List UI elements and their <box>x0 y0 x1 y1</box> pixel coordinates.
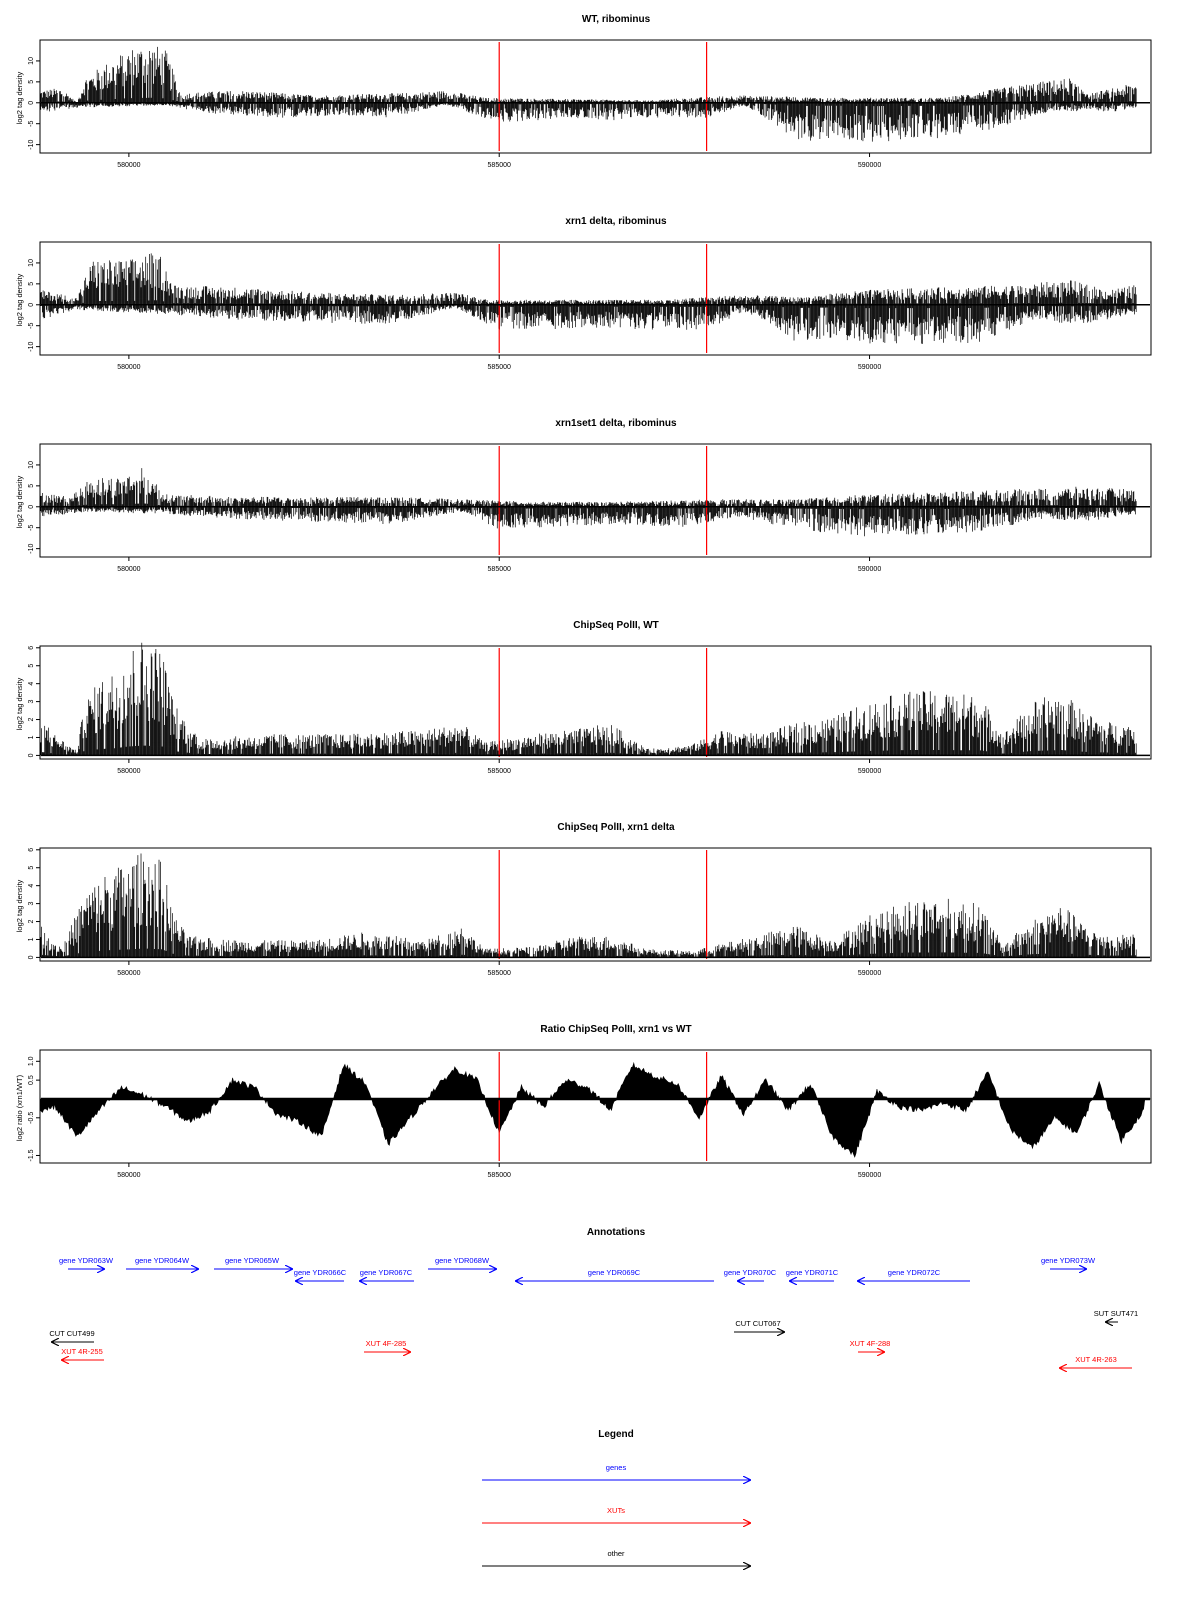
bars-forward <box>40 253 1136 304</box>
x-tick-label: 585000 <box>487 364 511 371</box>
x-tick-label: 585000 <box>487 1172 511 1179</box>
legend-item-xuts <box>482 1506 750 1523</box>
y-tick-label: 0 <box>28 100 35 105</box>
bars <box>40 468 1136 536</box>
x-ticks <box>117 961 881 977</box>
y-tick-label: 6 <box>28 645 35 650</box>
bars-reverse <box>40 507 1136 536</box>
y-tick-label: 5 <box>28 483 35 488</box>
x-ticks <box>117 1163 881 1179</box>
other-label: CUT CUT499 <box>49 1329 95 1338</box>
track-title: ChipSeq PolII, xrn1 delta <box>557 822 675 833</box>
gene-label: gene YDR070C <box>723 1268 777 1277</box>
track-title: xrn1set1 delta, ribominus <box>555 418 677 429</box>
y-tick-label: 6 <box>28 847 35 852</box>
y-ticks <box>28 646 40 758</box>
region-lines <box>499 244 706 353</box>
plot-frame <box>40 40 1151 153</box>
gene-label: gene YDR068W <box>434 1256 490 1265</box>
x-ticks <box>117 759 881 775</box>
gene-ydr064w <box>126 1256 198 1269</box>
gene-ydr073w <box>1041 1256 1096 1269</box>
track-xrn1-ribominus <box>15 216 1151 371</box>
y-tick-label: -5 <box>28 120 35 127</box>
xut-4f-288 <box>850 1339 891 1352</box>
y-tick-label: -10 <box>28 139 35 150</box>
gene-label: gene YDR063W <box>58 1256 114 1265</box>
x-tick-label: 585000 <box>487 162 511 169</box>
legend-label: other <box>607 1549 625 1558</box>
gene-ydr071c <box>786 1268 839 1281</box>
track-ratio-chipseq <box>15 1024 1151 1179</box>
bars <box>40 253 1136 344</box>
track-title: ChipSeq PolII, WT <box>573 620 659 631</box>
region-lines <box>499 850 706 959</box>
gene-label: gene YDR069C <box>587 1268 641 1277</box>
y-ticks <box>28 848 40 960</box>
track-xrn1set1-ribominus <box>15 418 1151 573</box>
x-tick-label: 590000 <box>857 768 882 775</box>
gene-ydr066c <box>294 1268 347 1281</box>
y-ticks <box>28 259 40 352</box>
bars-reverse <box>40 305 1136 344</box>
gene-ydr063w <box>59 1256 114 1269</box>
bars-forward <box>40 643 1136 756</box>
xut-label: XUT 4F-288 <box>849 1339 891 1348</box>
legend-item-other <box>482 1549 750 1566</box>
x-tick-label: 590000 <box>857 1172 882 1179</box>
other-cut499 <box>49 1329 94 1342</box>
track-title: Ratio ChipSeq PolII, xrn1 vs WT <box>540 1024 692 1035</box>
x-tick-label: 590000 <box>857 970 882 977</box>
bars <box>40 643 1136 756</box>
y-tick-label: 0 <box>28 302 35 307</box>
gene-label: gene YDR073W <box>1040 1256 1096 1265</box>
y-tick-label: 5 <box>28 865 35 870</box>
gene-ydr069c <box>516 1268 714 1281</box>
bars-forward <box>40 468 1136 507</box>
y-tick-label: 3 <box>28 699 35 704</box>
bars <box>40 1063 1151 1157</box>
y-tick-label: 10 <box>28 57 35 65</box>
y-tick-label: 2 <box>28 717 35 722</box>
y-axis-label: log2 tag density <box>15 879 24 933</box>
y-tick-label: -5 <box>28 322 35 329</box>
other-label: SUT SUT471 <box>1093 1309 1139 1318</box>
gene-label: gene YDR066C <box>293 1268 347 1277</box>
region-lines <box>499 446 706 555</box>
x-tick-label: 580000 <box>117 970 141 977</box>
y-tick-label: 1 <box>28 937 35 942</box>
region-lines <box>499 1052 706 1161</box>
annotations-panel <box>49 1227 1138 1368</box>
y-tick-label: 10 <box>28 461 35 469</box>
y-tick-label: -1.5 <box>28 1149 35 1162</box>
xut-4r-255 <box>61 1347 104 1360</box>
y-tick-label: 5 <box>28 663 35 668</box>
gene-label: gene YDR065W <box>224 1256 280 1265</box>
gene-ydr072c <box>858 1268 970 1281</box>
y-axis-label: log2 tag density <box>15 273 24 327</box>
bars <box>40 853 1136 957</box>
legend-panel <box>482 1429 750 1566</box>
y-axis-label: log2 tag density <box>15 677 24 731</box>
gene-label: gene YDR067C <box>359 1268 413 1277</box>
y-tick-label: 2 <box>28 919 35 924</box>
y-tick-label: 4 <box>28 883 35 888</box>
x-ticks <box>117 557 881 573</box>
other-label: CUT CUT067 <box>735 1319 781 1328</box>
y-tick-label: 0 <box>28 955 35 960</box>
gene-label: gene YDR064W <box>134 1256 190 1265</box>
other-cut067 <box>734 1319 784 1332</box>
gene-ydr068w <box>428 1256 496 1269</box>
y-tick-label: 1.0 <box>28 1056 35 1067</box>
legend-item-genes <box>482 1463 750 1480</box>
y-axis-label: log2 tag density <box>15 475 24 529</box>
y-tick-label: -5 <box>28 524 35 531</box>
x-tick-label: 590000 <box>857 566 882 573</box>
region-lines <box>499 42 706 151</box>
x-ticks <box>117 355 881 371</box>
y-ticks <box>28 1056 40 1161</box>
xut-label: XUT 4F-285 <box>365 1339 407 1348</box>
track-title: WT, ribominus <box>581 14 651 25</box>
gene-label: gene YDR071C <box>785 1268 839 1277</box>
y-axis-label: log2 ratio (xrn1/WT) <box>15 1074 24 1142</box>
bars-forward <box>40 47 1136 103</box>
xut-4r-263 <box>1060 1355 1132 1368</box>
x-tick-label: 580000 <box>117 566 141 573</box>
gene-ydr067c <box>360 1268 414 1281</box>
other-sut471 <box>1094 1309 1138 1322</box>
x-tick-label: 590000 <box>857 364 882 371</box>
gene-ydr065w <box>214 1256 292 1269</box>
bars <box>40 47 1136 142</box>
y-tick-label: 10 <box>28 259 35 267</box>
y-ticks <box>28 461 40 554</box>
x-tick-label: 580000 <box>117 364 141 371</box>
gene-ydr070c <box>724 1268 777 1281</box>
x-tick-label: 585000 <box>487 566 511 573</box>
legend-label: genes <box>605 1463 627 1472</box>
legend-label: XUTs <box>607 1506 625 1515</box>
x-ticks <box>117 153 881 169</box>
x-tick-label: 580000 <box>117 162 141 169</box>
x-tick-label: 580000 <box>117 768 141 775</box>
y-tick-label: -0.5 <box>28 1111 35 1124</box>
ratio-area <box>40 1063 1151 1157</box>
track-chipseq-polii-wt <box>15 620 1151 775</box>
x-tick-label: 585000 <box>487 768 511 775</box>
annotations-title: Annotations <box>586 1227 646 1238</box>
y-tick-label: 3 <box>28 901 35 906</box>
gene-label: gene YDR072C <box>887 1268 941 1277</box>
y-tick-label: 4 <box>28 681 35 686</box>
legend-title: Legend <box>598 1429 634 1440</box>
track-wt-ribominus <box>15 14 1151 169</box>
y-tick-label: 0 <box>28 504 35 509</box>
xut-label: XUT 4R-263 <box>1075 1355 1117 1364</box>
y-tick-label: 5 <box>28 79 35 84</box>
x-tick-label: 585000 <box>487 970 511 977</box>
plot-frame <box>40 848 1151 961</box>
xut-label: XUT 4R-255 <box>61 1347 103 1356</box>
y-tick-label: 5 <box>28 281 35 286</box>
track-title: xrn1 delta, ribominus <box>565 216 667 227</box>
x-tick-label: 590000 <box>857 162 882 169</box>
track-chipseq-polii-xrn1 <box>15 822 1151 977</box>
bars-forward <box>40 853 1136 957</box>
x-tick-label: 580000 <box>117 1172 141 1179</box>
y-tick-label: 0 <box>28 753 35 758</box>
y-tick-label: -10 <box>28 341 35 352</box>
y-tick-label: 1 <box>28 735 35 740</box>
y-tick-label: 0.5 <box>28 1075 35 1086</box>
xut-4f-285 <box>364 1339 410 1352</box>
y-axis-label: log2 tag density <box>15 71 24 125</box>
y-tick-label: -10 <box>28 543 35 554</box>
y-ticks <box>28 57 40 150</box>
bars-reverse <box>40 103 1136 142</box>
